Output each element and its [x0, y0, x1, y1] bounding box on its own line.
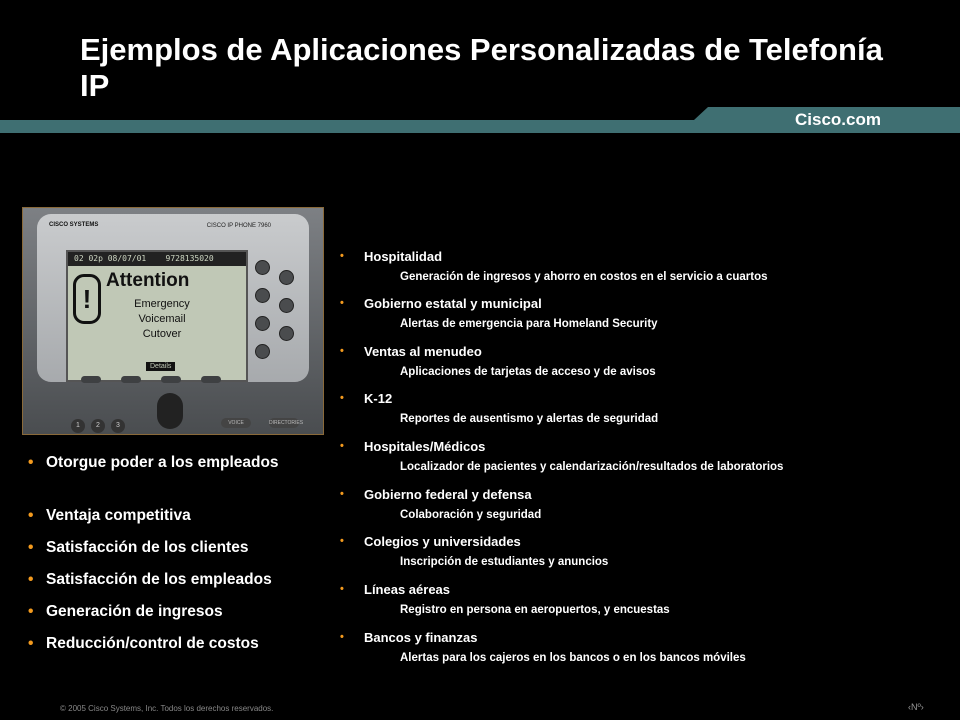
application-sector: • Hospitalidad [340, 249, 940, 265]
application-item [340, 344, 940, 381]
application-sector: • Hospitales/Médicos [340, 439, 940, 455]
application-item [340, 249, 940, 286]
phone-brand-label: CISCO SYSTEMS [49, 222, 99, 228]
application-sector: • Líneas aéreas [340, 582, 940, 598]
phone-lcd-screen [66, 250, 248, 382]
line-button [255, 316, 270, 331]
application-item [340, 534, 940, 571]
line-button [279, 298, 294, 313]
phone-bezel [37, 214, 309, 382]
benefit-item: • Ventaja competitiva [26, 506, 326, 526]
benefit-item: • Otorgue poder a los empleados [26, 453, 326, 495]
lcd-line: Emergency [134, 298, 190, 310]
softkey-button [121, 376, 141, 383]
cisco-brand-logo: Cisco.com [795, 110, 881, 129]
application-detail: Inscripción de estudiantes y anuncios [400, 556, 609, 568]
application-sector: • Bancos y finanzas [340, 630, 940, 646]
softkey-button [201, 376, 221, 383]
lcd-line: Cutover [142, 328, 182, 340]
benefit-item: • Generación de ingresos [26, 602, 326, 622]
line-button [279, 326, 294, 341]
application-item [340, 582, 940, 619]
application-detail: Reportes de ausentismo y alertas de seguridad [400, 413, 659, 425]
softkey-button [161, 376, 181, 383]
line-button [255, 344, 270, 359]
application-detail: Localizador de pacientes y calendarización/resultados de laboratorios [400, 461, 784, 473]
lcd-status-line: 02 02p 08/07/01 9728135020 [68, 252, 246, 266]
alert-exclamation-icon: ! [73, 274, 101, 324]
keypad-key: 3 [111, 419, 125, 433]
softkey-button [81, 376, 101, 383]
application-detail: Alertas de emergencia para Homeland Security [400, 318, 658, 330]
application-detail: Generación de ingresos y ahorro en costos en el servicio a cuartos [400, 271, 768, 283]
benefits-list [26, 453, 326, 654]
application-item [340, 630, 940, 667]
application-sector: • Gobierno estatal y municipal [340, 296, 940, 312]
application-item [340, 296, 940, 333]
benefit-item: • Satisfacción de los clientes [26, 538, 326, 558]
phone-model-label: CISCO IP PHONE 7960 [206, 223, 271, 229]
application-item [340, 391, 940, 428]
copyright-footer: © 2005 Cisco Systems, Inc. Todos los derechos reservados. [60, 704, 274, 713]
application-sector: • K-12 [340, 391, 940, 407]
ip-phone-photo [22, 207, 324, 435]
line-button [255, 260, 270, 275]
function-key: VOICE [221, 418, 251, 428]
application-item [340, 487, 940, 524]
application-detail: Colaboración y seguridad [400, 509, 542, 521]
application-detail: Alertas para los cajeros en los bancos o en los bancos móviles [400, 652, 746, 664]
keypad-key: 2 [91, 419, 105, 433]
lcd-attention-text: Attention [106, 270, 190, 291]
lcd-line: Voicemail [138, 313, 186, 325]
navigation-rocker [157, 393, 183, 429]
application-detail: Aplicaciones de tarjetas de acceso y de avisos [400, 366, 656, 378]
application-sector: • Gobierno federal y defensa [340, 487, 940, 503]
lcd-details-softkey: Details [146, 362, 175, 371]
application-detail: Registro en persona en aeropuertos, y encuestas [400, 604, 670, 616]
slide-title: Ejemplos de Aplicaciones Personalizadas de Telefonía IP [80, 32, 883, 103]
application-sector: • Colegios y universidades [340, 534, 940, 550]
benefit-item: • Reducción/control de costos [26, 634, 326, 654]
benefit-item: • Satisfacción de los empleados [26, 570, 326, 590]
application-item [340, 439, 940, 476]
line-button [255, 288, 270, 303]
application-sector: • Ventas al menudeo [340, 344, 940, 360]
keypad-key: 1 [71, 419, 85, 433]
line-button [279, 270, 294, 285]
page-number: ‹Nº› [908, 702, 924, 712]
function-key: DIRECTORIES [269, 420, 304, 426]
